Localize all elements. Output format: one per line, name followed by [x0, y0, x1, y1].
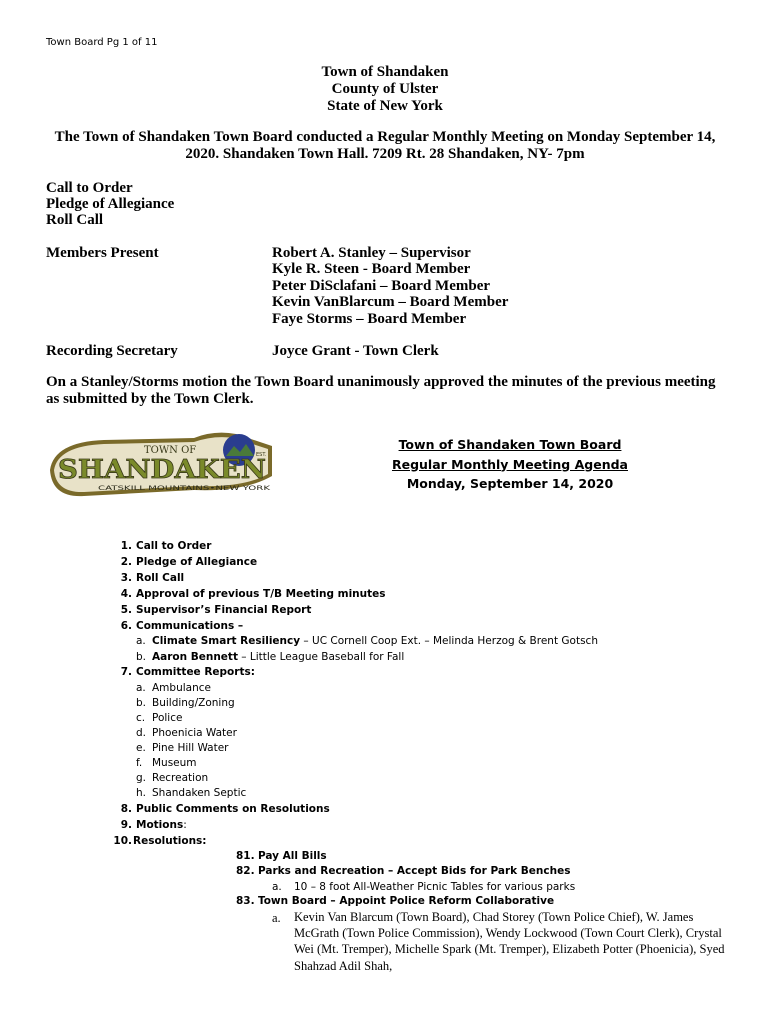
page-header: Town Board Pg 1 of 11	[46, 37, 158, 48]
shandaken-logo	[44, 430, 276, 502]
agenda-item: 4. Approval of previous T/B Meeting minutes	[120, 588, 386, 600]
pledge-of-allegiance: Pledge of Allegiance	[46, 196, 175, 212]
document-heading	[0, 64, 770, 115]
committee-item: e. Pine Hill Water	[136, 742, 229, 754]
agenda-item: 3. Roll Call	[120, 572, 185, 584]
committee-item: g. Recreation	[136, 772, 209, 784]
agenda-item: 6. Communications –	[120, 620, 244, 632]
member-disclafani: Peter DiSclafani – Board Member	[272, 277, 491, 294]
committee-item: d. Phoenicia Water	[136, 727, 237, 739]
committee-item: b. Building/Zoning	[136, 697, 235, 709]
agenda-title-date: Monday, September 14, 2020	[406, 476, 614, 491]
agenda-title-board: Town of Shandaken Town Board	[398, 437, 622, 452]
heading-state: State of New York	[327, 98, 443, 114]
member-vanblarcum: Kevin VanBlarcum – Board Member	[272, 294, 509, 311]
communication-item: a. Climate Smart Resiliency – UC Cornell Coop Ext. – Melinda Herzog & Brent Gotsch	[136, 635, 598, 647]
minutes-motion: On a Stanley/Storms motion the Town Board unanimously approved the minutes of the previous meeting as submitted by the Town Clerk.	[46, 374, 716, 407]
meeting-intro: The Town of Shandaken Town Board conducted a Regular Monthly Meeting on Monday September 14, 2020. Shandaken Town Hall. 7209 Rt. 28 Shandaken, NY- 7pm	[54, 129, 716, 162]
agenda-title	[360, 435, 660, 494]
members-list	[272, 245, 508, 327]
committee-item: a. Ambulance	[136, 682, 211, 694]
heading-county: County of Ulster	[331, 81, 439, 97]
roll-call: Roll Call	[46, 212, 104, 228]
logo-town-of: TOWN OF	[144, 445, 197, 456]
call-to-order: Call to Order	[46, 180, 133, 196]
agenda-item: 5. Supervisor’s Financial Report	[120, 604, 312, 616]
committee-item: h. Shandaken Septic	[136, 787, 247, 799]
recording-secretary-label: Recording Secretary	[46, 343, 178, 359]
logo-shandaken: SHANDAKEN	[58, 455, 266, 485]
heading-town: Town of Shandaken	[321, 64, 449, 80]
logo-tagline: CATSKILL MOUNTAINS•NEW YORK	[98, 484, 272, 492]
resolution-subitem: a. 10 – 8 foot All-Weather Picnic Tables for various parks	[272, 881, 576, 893]
member-steen: Kyle R. Steen - Board Member	[272, 261, 471, 278]
agenda-item: 1. Call to Order	[120, 540, 212, 552]
member-storms: Faye Storms – Board Member	[272, 310, 467, 327]
logo-est: EST.	[256, 452, 267, 458]
communication-item: b. Aaron Bennett – Little League Baseball for Fall	[136, 651, 405, 663]
resolution-subitem: Kevin Van Blarcum (Town Board), Chad Storey (Town Police Chief), W. James McGrath (Town Police Commission), Wendy Lockwood (Town Court Clerk), Crystal Wei (Mt. Tremper), Michelle Spark (Mt. Tremper), Elizabeth Potter (Phoenicia), Syed Shahzad Adil Shah,	[294, 910, 725, 973]
agenda-item: 2. Pledge of Allegiance	[120, 556, 258, 568]
agenda-title-meeting: Regular Monthly Meeting Agenda	[391, 456, 628, 472]
resolution-item: 82. Parks and Recreation – Accept Bids for Park Benches	[236, 865, 571, 877]
member-supervisor: Robert A. Stanley – Supervisor	[272, 245, 471, 261]
members-present-label: Members Present	[46, 245, 159, 261]
resolution-item: 83. Town Board – Appoint Police Reform Collaborative	[236, 895, 555, 907]
agenda-item: 9. Motions:	[120, 819, 187, 831]
agenda-item: 10.Resolutions:	[113, 835, 207, 847]
resolution-item: 81. Pay All Bills	[236, 850, 327, 862]
resolution-subitem-letter: a.	[272, 911, 281, 925]
committee-item: c. Police	[136, 712, 183, 724]
recording-secretary: Joyce Grant - Town Clerk	[272, 343, 439, 359]
agenda-item: 8. Public Comments on Resolutions	[120, 803, 330, 815]
agenda-item: 7. Committee Reports:	[120, 666, 255, 678]
committee-item: f. Museum	[136, 757, 197, 769]
